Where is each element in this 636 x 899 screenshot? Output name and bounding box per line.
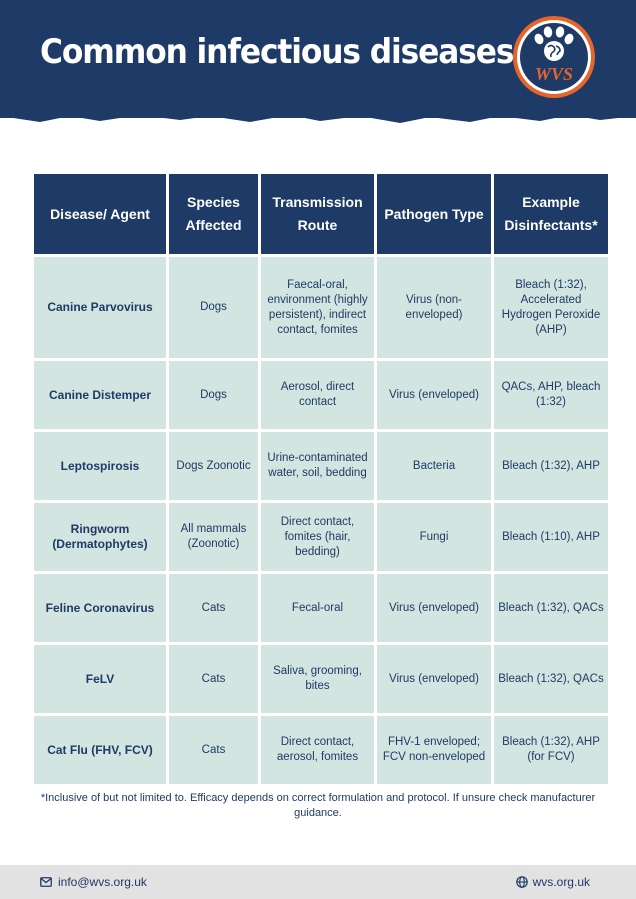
cell-disinfectants: Bleach (1:32), Accelerated Hydrogen Peroxide (AHP) (494, 257, 608, 358)
col-header-disinfectants: Example Disinfectants* (494, 174, 608, 254)
cell-pathogen: FHV-1 enveloped; FCV non-enveloped (377, 716, 491, 784)
cell-disease: Feline Coronavirus (34, 574, 166, 642)
cell-disinfectants: Bleach (1:10), AHP (494, 503, 608, 571)
mail-icon (40, 877, 52, 887)
cell-pathogen: Bacteria (377, 432, 491, 500)
cell-pathogen: Virus (enveloped) (377, 361, 491, 429)
table-header-row (34, 174, 608, 254)
cell-transmission: Direct contact, aerosol, fomites (261, 716, 374, 784)
footer-bar (0, 865, 636, 899)
cell-species: Cats (169, 574, 258, 642)
cell-disinfectants: Bleach (1:32), AHP (494, 432, 608, 500)
footnote: *Inclusive of but not limited to. Efficacy depends on correct formulation and protocol. If unsure check manufacturer guidance. (40, 792, 596, 819)
cell-disease: FeLV (34, 645, 166, 713)
cell-transmission: Direct contact, fomites (hair, bedding) (261, 503, 374, 571)
cell-disinfectants: QACs, AHP, bleach (1:32) (494, 361, 608, 429)
cell-disease: Canine Distemper (34, 361, 166, 429)
cell-pathogen: Virus (enveloped) (377, 574, 491, 642)
cell-transmission: Urine-contaminated water, soil, bedding (261, 432, 374, 500)
cell-disease: Canine Parvovirus (34, 257, 166, 358)
page-title: Common infectious diseases (40, 32, 514, 72)
table-row (34, 257, 608, 358)
table-row (34, 432, 608, 500)
footer-website[interactable] (516, 875, 590, 889)
col-header-pathogen: Pathogen Type (377, 174, 491, 254)
cell-species: All mammals (Zoonotic) (169, 503, 258, 571)
cell-species: Dogs (169, 257, 258, 358)
logo-text: WVS (534, 64, 574, 84)
cell-species: Cats (169, 645, 258, 713)
header-banner (0, 0, 636, 118)
globe-icon (516, 876, 528, 888)
email-link[interactable]: info@wvs.org.uk (58, 875, 147, 889)
col-header-disease: Disease/ Agent (34, 174, 166, 254)
cell-pathogen: Virus (enveloped) (377, 645, 491, 713)
cell-transmission: Aerosol, direct contact (261, 361, 374, 429)
col-header-species: Species Affected (169, 174, 258, 254)
table-row (34, 645, 608, 713)
cell-transmission: Faecal-oral, environment (highly persistent), indirect contact, fomites (261, 257, 374, 358)
cell-transmission: Saliva, grooming, bites (261, 645, 374, 713)
footer-email[interactable] (40, 875, 147, 889)
cell-disinfectants: Bleach (1:32), QACs (494, 574, 608, 642)
table-row (34, 716, 608, 784)
table-row (34, 503, 608, 571)
disease-table (31, 171, 611, 787)
cell-transmission: Fecal-oral (261, 574, 374, 642)
cell-disinfectants: Bleach (1:32), QACs (494, 645, 608, 713)
cell-disease: Leptospirosis (34, 432, 166, 500)
website-link[interactable]: wvs.org.uk (532, 875, 590, 889)
cell-disease: Cat Flu (FHV, FCV) (34, 716, 166, 784)
wvs-logo (512, 15, 596, 99)
cell-species: Cats (169, 716, 258, 784)
cell-species: Dogs Zoonotic (169, 432, 258, 500)
cell-species: Dogs (169, 361, 258, 429)
cell-disease: Ringworm (Dermatophytes) (34, 503, 166, 571)
cell-pathogen: Fungi (377, 503, 491, 571)
col-header-transmission: Transmission Route (261, 174, 374, 254)
torn-edge (0, 104, 636, 128)
cell-pathogen: Virus (non-enveloped) (377, 257, 491, 358)
table-row (34, 361, 608, 429)
table-row (34, 574, 608, 642)
cell-disinfectants: Bleach (1:32), AHP (for FCV) (494, 716, 608, 784)
